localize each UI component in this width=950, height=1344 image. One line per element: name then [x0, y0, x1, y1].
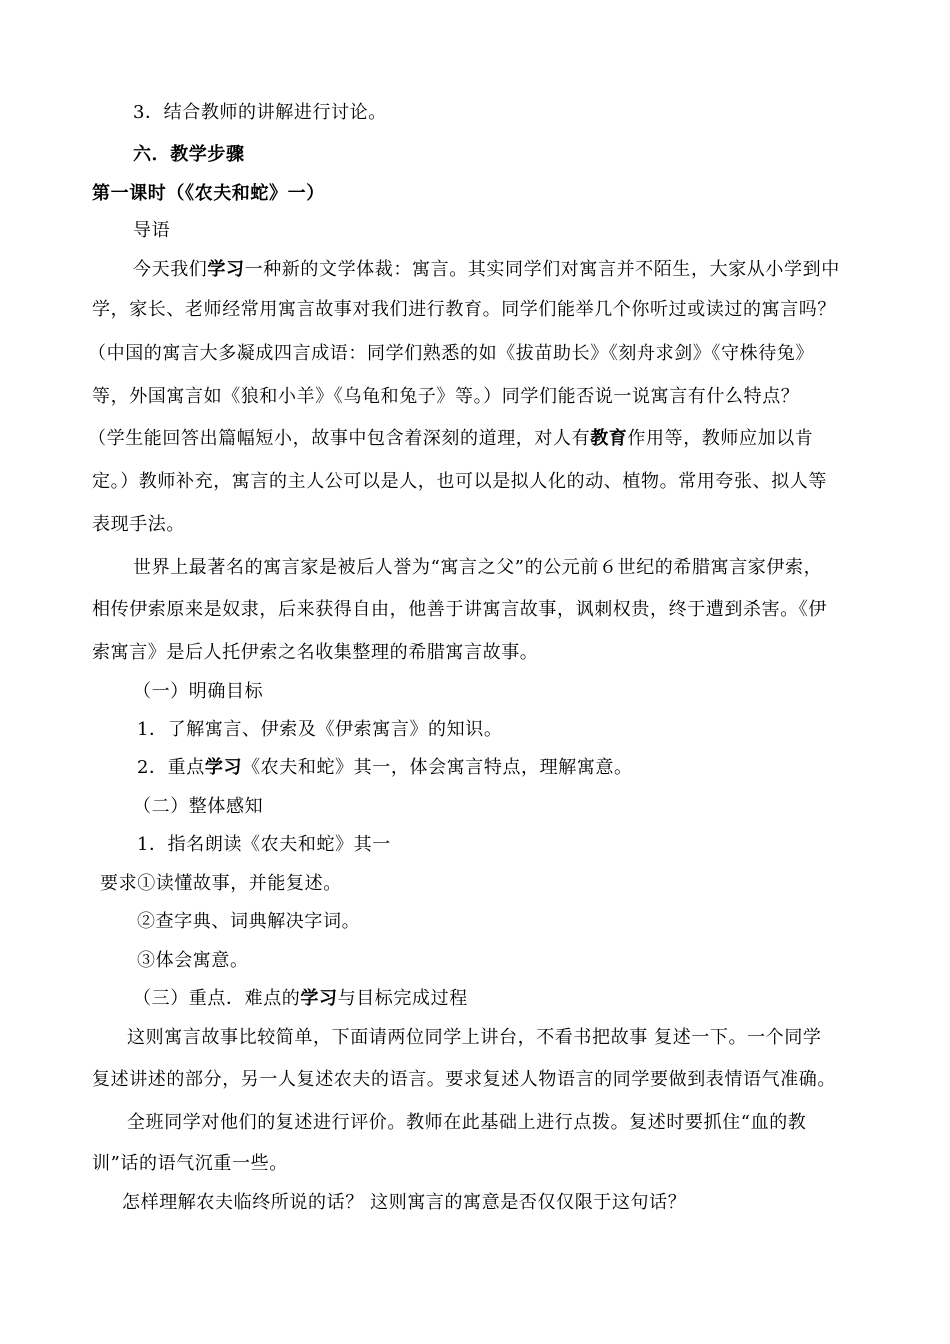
text-run: 与目标完成过程	[337, 988, 468, 1009]
key-points-heading	[133, 987, 468, 1011]
text-run: （学生能回答出篇幅短小，故事中包含着深刻的道理，对人有	[88, 428, 591, 449]
bold-text-run: 学习	[300, 988, 338, 1009]
intro-paragraph-line-3: （中国的寓言大多凝成四言成语：同学们熟悉的如《拔苗助长》《刻舟求剑》《守株待兔》	[88, 343, 814, 364]
bold-text-run: 教育	[590, 428, 628, 449]
list-item-3: 3．结合教师的讲解进行讨论。	[133, 102, 387, 123]
perception-heading: （二）整体感知	[133, 796, 264, 817]
text-run: 作用等，教师应加以肯	[627, 428, 814, 449]
intro-paragraph-line-5	[88, 427, 813, 451]
intro-paragraph-line-6: 定。）教师补充，寓言的主人公可以是人，也可以是拟人化的动、植物。常用夸张、拟人等	[92, 471, 827, 492]
requirement-1: 要求①读懂故事，并能复述。	[100, 873, 342, 894]
aesop-paragraph-line-3: 索寓言》是后人托伊索之名收集整理的希腊寓言故事。	[92, 642, 539, 663]
intro-paragraph-line-7: 表现手法。	[92, 514, 185, 535]
intro-paragraph-line-4: 等，外国寓言如《狼和小羊》《乌龟和兔子》等。）同学们能否说一说寓言有什么特点？	[92, 386, 800, 407]
perception-item-1: 1．指名朗读《农夫和蛇》其一	[137, 834, 391, 855]
text-run: 今天我们	[133, 259, 208, 280]
evaluation-paragraph-line-1: 全班同学对他们的复述进行评价。教师在此基础上进行点拨。复述时要抓住“血的教	[127, 1112, 807, 1133]
text-run: （三）重点．难点的	[133, 988, 301, 1009]
requirement-3: ③体会寓意。	[137, 950, 249, 971]
goal-item-2	[137, 756, 633, 780]
retell-paragraph-line-2: 复述讲述的部分，另一人复述农夫的语言。要求复述人物语言的同学要做到表情语气准确。	[92, 1069, 836, 1090]
discussion-question: 怎样理解农夫临终所说的话？ 这则寓言的寓意是否仅仅限于这句话？	[122, 1192, 687, 1213]
intro-paragraph-line-1	[133, 258, 840, 282]
evaluation-paragraph-line-2: 训”话的语气沉重一些。	[92, 1153, 288, 1174]
text-run: 2．重点	[137, 757, 205, 778]
bold-text-run: 学习	[207, 259, 245, 280]
lesson-title: 第一课时（《农夫和蛇》一）	[92, 183, 325, 204]
text-run: 一种新的文学体裁：寓言。其实同学们对寓言并不陌生，大家从小学到中	[244, 259, 840, 280]
requirement-2: ②查字典、词典解决字词。	[137, 911, 361, 932]
goals-heading: （一）明确目标	[133, 681, 264, 702]
intro-paragraph-line-2: 学，家长、老师经常用寓言故事对我们进行教育。同学们能举几个你听过或读过的寓言吗？	[92, 299, 836, 320]
section-heading-teaching-steps: 六．教学步骤	[133, 144, 245, 165]
text-run: 《农夫和蛇》其一，体会寓言特点，理解寓意。	[242, 757, 633, 778]
aesop-paragraph-line-2: 相传伊索原来是奴隶，后来获得自由，他善于讲寓言故事，讽刺权贵，终于遭到杀害。《伊	[92, 599, 827, 620]
aesop-paragraph-line-1: 世界上最著名的寓言家是被后人誉为“寓言之父”的公元前６世纪的希腊寓言家伊索，	[133, 557, 823, 578]
bold-text-run: 学习	[204, 757, 243, 778]
goal-item-1: 1．了解寓言、伊索及《伊索寓言》的知识。	[137, 719, 503, 740]
intro-heading: 导语	[133, 220, 171, 241]
retell-paragraph-line-1: 这则寓言故事比较简单，下面请两位同学上讲台，不看书把故事 复述一下。一个同学	[127, 1027, 822, 1048]
